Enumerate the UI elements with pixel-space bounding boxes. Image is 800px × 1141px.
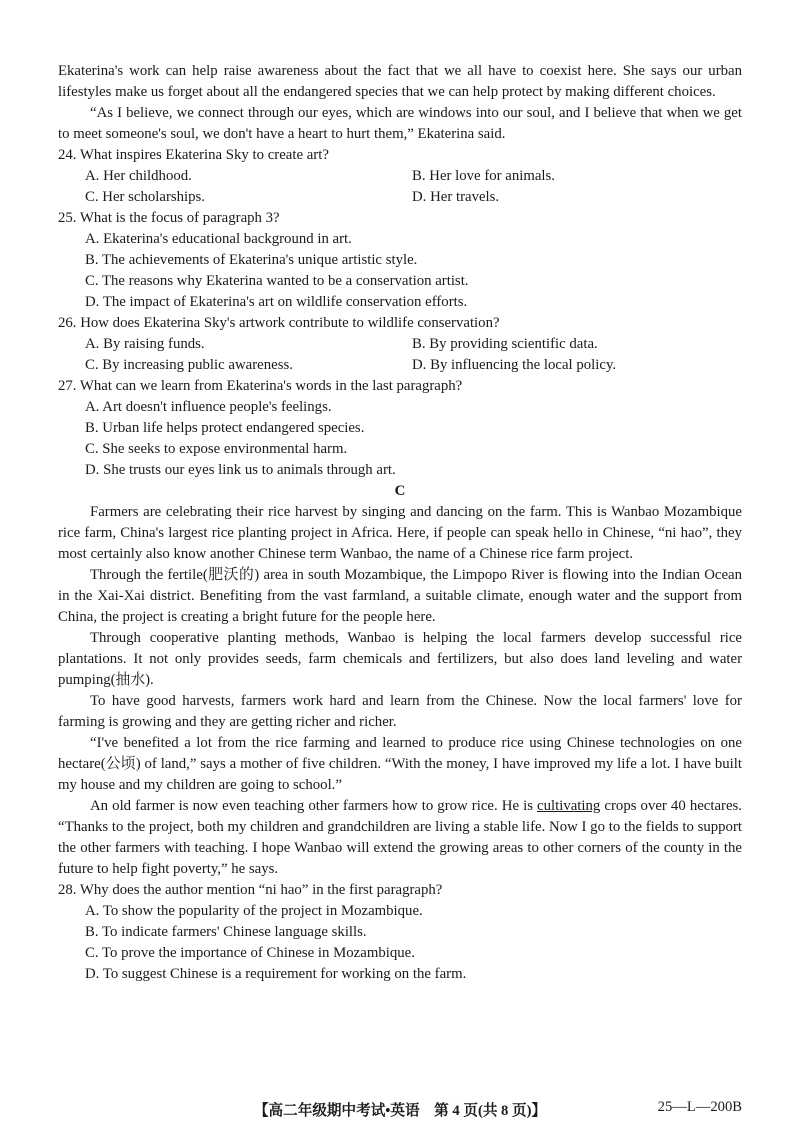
- question-24-option-c: C. Her scholarships.: [85, 189, 206, 205]
- question-25-option-d: D. The impact of Ekaterina's art on wildlife conservation efforts.: [85, 294, 468, 310]
- question-28-option-a: A. To show the popularity of the project in Mozambique.: [85, 903, 423, 919]
- underlined-word-cultivating: cultivating: [537, 798, 601, 814]
- paragraph-6-text-before: An old farmer is now even teaching other farmers how to grow rice. He is: [90, 798, 538, 814]
- question-24-option-a: A. Her childhood.: [85, 168, 192, 184]
- question-24-options: [58, 166, 742, 208]
- section-c-heading: C: [394, 483, 406, 499]
- question-27-option-a: A. Art doesn't influence people's feelings.: [85, 399, 332, 415]
- footer-exam-title: 【高二年级期中考试•英语 第 4 页(共 8 页)】: [253, 1103, 547, 1119]
- page-footer: [0, 1099, 800, 1123]
- question-25-stem: 25. What is the focus of paragraph 3?: [58, 210, 280, 226]
- section-c-paragraph-5: “I've benefited a lot from the rice farming and learned to produce rice using Chinese technologies on one hectare(公顷) of land,” says a mother of five children. “With the money, I have improved my life a lot. I have built my house and my children are going to school.”: [58, 735, 742, 793]
- question-27-stem: 27. What can we learn from Ekaterina's words in the last paragraph?: [58, 378, 463, 394]
- question-25-option-c: C. The reasons why Ekaterina wanted to be a conservation artist.: [85, 273, 469, 289]
- question-28-option-d: D. To suggest Chinese is a requirement for working on the farm.: [85, 966, 467, 982]
- section-c-paragraph-6: [58, 796, 742, 880]
- question-28-options: [58, 901, 742, 985]
- question-26-option-c: C. By increasing public awareness.: [85, 357, 293, 373]
- question-26-option-d: D. By influencing the local policy.: [412, 357, 617, 373]
- question-26-option-b: B. By providing scientific data.: [412, 336, 598, 352]
- question-27-option-b: B. Urban life helps protect endangered species.: [85, 420, 365, 436]
- question-24-option-b: B. Her love for animals.: [412, 168, 555, 184]
- section-c-paragraph-1: Farmers are celebrating their rice harvest by singing and dancing on the farm. This is Wanbao Mozambique rice farm, China's largest rice planting project in Africa. Here, if people can speak hello in Chinese, “ni hao”, they most certainly also know another Chinese term Wanbao, the name of a Chinese rice farm project.: [58, 504, 742, 562]
- question-26-stem: 26. How does Ekaterina Sky's artwork contribute to wildlife conservation?: [58, 315, 500, 331]
- question-25-option-a: A. Ekaterina's educational background in art.: [85, 231, 352, 247]
- passage-b-paragraph: Ekaterina's work can help raise awareness about the fact that we all have to coexist here. She says our urban lifestyles make us forget about all the endangered species that we can help protect by making different choices.: [58, 63, 742, 100]
- section-c-paragraph-2: Through the fertile(肥沃的) area in south Mozambique, the Limpopo River is flowing into the Indian Ocean in the Xai-Xai district. Benefiting from the vast farmland, a suitable climate, enough water and the support from China, the project is creating a bright future for the people here.: [58, 567, 742, 625]
- question-27-options: [58, 397, 742, 481]
- paragraph-6-text-after: crops over 40 hectares. “Thanks to the project, both my children and grandchildren are living a stable life. Now I go to the fields to support the other farmers with teaching. I hope Wanbao will extend the growing areas to other corners of the county in the future to help fight poverty,” he says.: [58, 798, 742, 877]
- section-c-paragraph-4: To have good harvests, farmers work hard and learn from the Chinese. Now the local farmers' love for farming is growing and they are getting richer and richer.: [58, 693, 742, 730]
- question-25-option-b: B. The achievements of Ekaterina's unique artistic style.: [85, 252, 418, 268]
- question-24-stem: 24. What inspires Ekaterina Sky to create art?: [58, 147, 329, 163]
- question-28-stem: 28. Why does the author mention “ni hao” in the first paragraph?: [58, 882, 443, 898]
- question-25-options: [58, 229, 742, 313]
- question-27-option-c: C. She seeks to expose environmental harm.: [85, 441, 348, 457]
- question-26-options: [58, 334, 742, 376]
- question-24-option-d: D. Her travels.: [412, 189, 500, 205]
- passage-b-quote-paragraph: “As I believe, we connect through our eyes, which are windows into our soul, and I believe that when we get to meet someone's soul, we don't have a heart to hurt them,” Ekaterina said.: [58, 105, 742, 142]
- page-content: [58, 61, 742, 985]
- question-28-option-b: B. To indicate farmers' Chinese language skills.: [85, 924, 367, 940]
- section-c-paragraph-3: Through cooperative planting methods, Wanbao is helping the local farmers develop successful rice plantations. It not only provides seeds, farm chemicals and fertilizers, but also does land leveling and water pumping(抽水).: [58, 630, 742, 688]
- question-26-option-a: A. By raising funds.: [85, 336, 205, 352]
- question-27-option-d: D. She trusts our eyes link us to animals through art.: [85, 462, 396, 478]
- question-28-option-c: C. To prove the importance of Chinese in Mozambique.: [85, 945, 415, 961]
- footer-paper-code: 25—L—200B: [657, 1099, 742, 1115]
